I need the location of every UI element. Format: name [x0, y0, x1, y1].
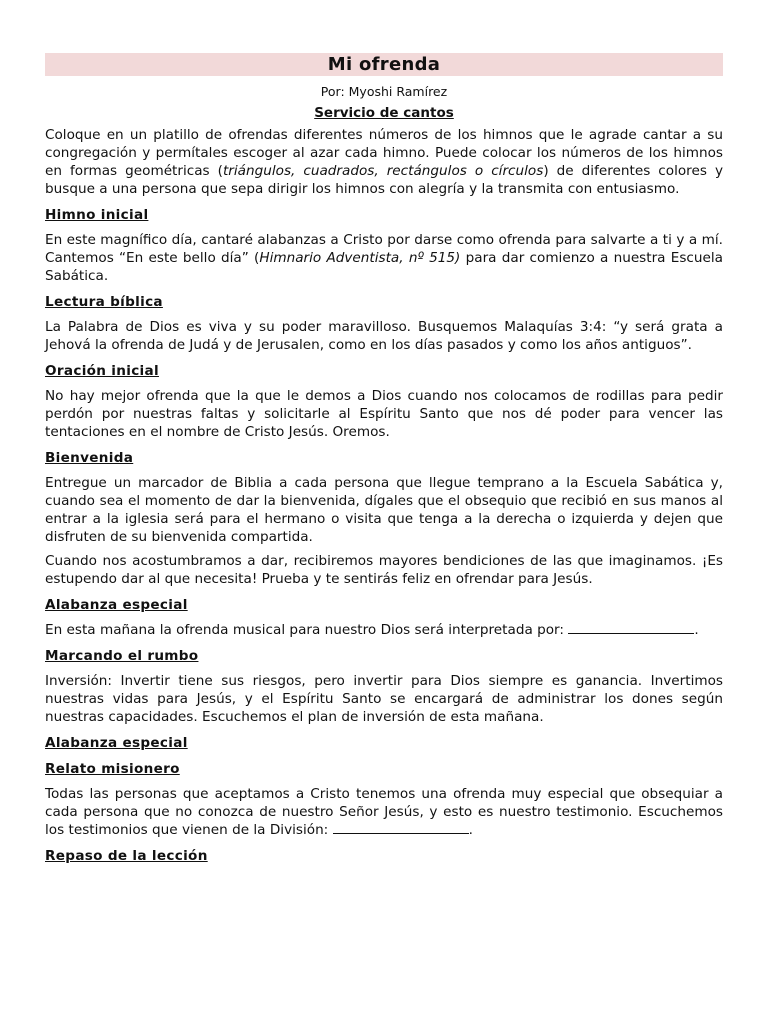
section-heading-marcando-el-rumbo: Marcando el rumbo: [45, 648, 199, 664]
alabanza-especial-text: En esta mañana la ofrenda musical para nuestro Dios será interpretada por:: [45, 622, 564, 638]
division-blank-line: [333, 821, 469, 834]
performer-blank-line: [568, 621, 694, 634]
bienvenida-paragraph-1: Entregue un marcador de Biblia a cada persona que llegue temprano a la Escuela Sabática y, cuando sea el momento de dar la bienvenida, dígales que el obsequio que recibió en sus manos al entrar a la iglesia será para el hermano o visita que tenga a la derecha o izquierda y dejen que disfruten de su bienvenida compartida.: [45, 475, 723, 545]
section-heading-lectura-biblica: Lectura bíblica: [45, 294, 163, 310]
section-heading-bienvenida: Bienvenida: [45, 450, 134, 466]
himno-inicial-paragraph: [45, 231, 723, 285]
himno-inicial-text-2: para dar comienzo a nuestra Escuela Sabática.: [45, 250, 723, 284]
section-heading-himno-inicial: Himno inicial: [45, 207, 149, 223]
alabanza-especial-end: .: [694, 622, 699, 638]
intro-text-1: Coloque en un platillo de ofrendas diferentes números de los himnos que le agrade cantar a su congregación y permítales escoger al azar cada himno. Puede colocar los números de los himnos en formas geométricas (: [45, 127, 723, 179]
section-heading-relato-misionero: Relato misionero: [45, 761, 180, 777]
document-page: [45, 53, 723, 872]
bienvenida-paragraph-2: Cuando nos acostumbramos a dar, recibiremos mayores bendiciones de las que imaginamos. ¡Es estupendo dar al que necesita! Prueba y te sentirás feliz en ofrendar para Jesús.: [45, 553, 723, 587]
alabanza-especial-paragraph: [45, 621, 723, 639]
lectura-biblica-paragraph: La Palabra de Dios es viva y su poder maravilloso. Busquemos Malaquías 3:4: “y será grata a Jehová la ofrenda de Judá y de Jerusalen, como en los días pasados y como los años antiguos”.: [45, 319, 723, 353]
section-heading-repaso-de-la-leccion: Repaso de la lección: [45, 848, 208, 864]
relato-misionero-end: .: [468, 822, 473, 838]
author-line: Por: Myoshi Ramírez: [320, 84, 448, 99]
intro-paragraph: [45, 126, 723, 198]
marcando-el-rumbo-paragraph: Inversión: Invertir tiene sus riesgos, pero invertir para Dios siempre es ganancia. Invertimos nuestras vidas para Jesús, y el Espíritu Santo se encargará de administrar los dones según nuestras capacidades. Escuchemos el plan de inversión de esta mañana.: [45, 673, 723, 725]
himno-inicial-italic-ref: Himnario Adventista, nº 515): [259, 250, 461, 266]
himno-inicial-text-1: En este magnífico día, cantaré alabanzas a Cristo por darse como ofrenda para salvarte a ti y a mí. Cantemos “En este bello día” (: [45, 232, 723, 266]
document-title: Mi ofrenda: [45, 53, 723, 76]
section-heading-alabanza-especial: Alabanza especial: [45, 597, 188, 613]
section-heading-alabanza-especial-2: Alabanza especial: [45, 735, 188, 751]
relato-misionero-text: Todas las personas que aceptamos a Cristo tenemos una ofrenda muy especial que obsequiar a cada persona que no conozca de nuestro Señor Jesús, y esto es nuestro testimonio. Escuchemos los testimonios que vienen de la División:: [45, 786, 723, 838]
intro-italic-shapes: triángulos, cuadrados, rectángulos o círculos: [222, 163, 544, 179]
relato-misionero-paragraph: [45, 785, 723, 839]
oracion-inicial-paragraph: No hay mejor ofrenda que la que le demos a Dios cuando nos colocamos de rodillas para pedir perdón por nuestras faltas y solicitarle al Espíritu Santo que nos dé poder para vencer las tentaciones en el nombre de Cristo Jesús. Oremos.: [45, 388, 723, 440]
section-heading-servicio-de-cantos: Servicio de cantos: [314, 105, 454, 121]
intro-text-2: ) de diferentes colores y busque a una persona que sepa dirigir los himnos con alegría y la transmita con entusiasmo.: [45, 163, 723, 197]
section-heading-oracion-inicial: Oración inicial: [45, 363, 159, 379]
